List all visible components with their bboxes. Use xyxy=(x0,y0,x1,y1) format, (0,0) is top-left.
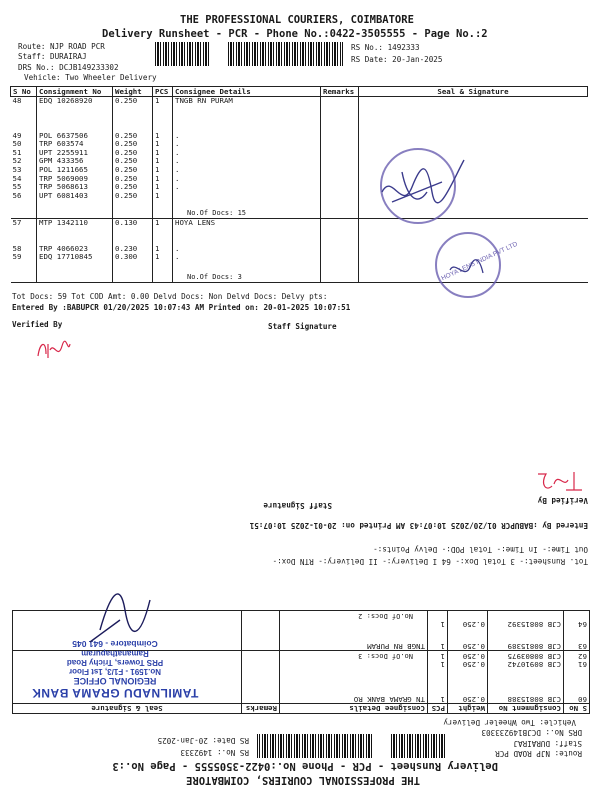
cons-59: EDQ 17710845 xyxy=(39,252,93,262)
remarks-cell-3 xyxy=(242,651,280,704)
header-sno-2: S No xyxy=(564,704,590,714)
sno-50: 50 xyxy=(12,139,22,149)
dot-53: . xyxy=(175,156,180,166)
sno-51: 51 xyxy=(12,147,22,157)
consignee-cell-4 xyxy=(280,611,428,651)
consignee-cell-3 xyxy=(280,651,428,704)
wt-51: 0.250 xyxy=(115,147,138,157)
rs-number-2: RS No.: 1492333 xyxy=(180,748,249,757)
pcs-cell-3 xyxy=(428,651,448,704)
bank-stamp-line-6: Coimbatore - 641 045 xyxy=(72,639,158,649)
vehicle-text: Vehicle: Two Wheeler Delivery xyxy=(24,73,157,82)
route-text-2: Route: NJP ROAD PCR xyxy=(495,749,582,758)
rs-number: RS No.: 1492333 xyxy=(351,43,420,52)
pcs-52: 1 xyxy=(155,156,160,166)
wt-60: 0.250 xyxy=(462,695,485,704)
staff-signature-label: Staff Signature xyxy=(268,322,337,331)
sno-60: 60 xyxy=(578,695,587,704)
wt-59: 0.300 xyxy=(115,252,138,262)
sno-56: 56 xyxy=(12,190,22,200)
totals-line: Tot Docs: 59 Tot COD Amt: 0.00 Delvd Docs: Non Delvd Docs: Delvy pts: xyxy=(12,292,328,301)
verifier-initials-2 xyxy=(536,468,586,498)
pcs-48: 1 xyxy=(155,96,160,105)
wt-48: 0.250 xyxy=(115,96,138,105)
barcode-right-2 xyxy=(257,734,372,758)
sno-58: 58 xyxy=(12,243,22,253)
pcs-61: 1 xyxy=(440,660,445,670)
route-text: Route: NJP ROAD PCR xyxy=(18,42,105,51)
wt-64: 0.250 xyxy=(462,619,485,629)
runsheet-subtitle-2: Delivery Runsheet - PCR - Phone No.:0422-3505555 - Page No.:3 xyxy=(112,760,498,772)
dot-59: . xyxy=(175,252,180,262)
cons-54: TRP 5069009 xyxy=(39,173,88,183)
pcs-59: 1 xyxy=(155,252,160,262)
tot-runsheet-line: Tot. Runsheet:- 3 Total Dox:- 64 I Delivery:- II Delivery:- RTN Dox:- xyxy=(272,557,588,566)
sno-55: 55 xyxy=(12,182,22,192)
pcs-62: 1 xyxy=(440,651,445,661)
header-pcs: PCS xyxy=(153,87,173,97)
sno-63: 63 xyxy=(578,642,587,652)
bank-signature xyxy=(80,590,160,650)
sno-cell-3 xyxy=(564,651,590,704)
cons-cell-4 xyxy=(488,611,564,651)
bank-stamp-line-4: PRS Towers, Trichy Road xyxy=(66,658,164,667)
dot-52: . xyxy=(175,147,180,157)
bank-stamp-line-3: No.1591 - F1/3, 1st Floor xyxy=(68,667,162,676)
wt-63: 0.250 xyxy=(462,642,485,652)
wt-54: 0.250 xyxy=(115,173,138,183)
wt-56: 0.250 xyxy=(115,190,138,200)
docs-count-3: No.Of Docs: 3 xyxy=(358,652,413,661)
sno-64: 64 xyxy=(578,619,587,629)
pcs-53: 1 xyxy=(155,164,160,174)
table-header-row-2 xyxy=(13,704,590,714)
company-title: THE PROFESSIONAL COURIERS, COIMBATORE xyxy=(180,14,414,26)
dot-51: . xyxy=(175,139,180,149)
wt-62: 0.250 xyxy=(462,651,485,661)
header-consignee: Consignee Details xyxy=(173,87,321,97)
bank-stamp-line-1: TAMILNADU GRAMA BANK xyxy=(31,686,199,700)
wt-52: 0.250 xyxy=(115,156,138,166)
header-pcs-2: PCS xyxy=(428,704,448,714)
header-remarks: Remarks xyxy=(321,87,359,97)
sno-53: 53 xyxy=(12,164,22,174)
sno-49: 49 xyxy=(12,130,22,140)
pcs-57: 1 xyxy=(155,218,160,227)
sno-62: 62 xyxy=(578,651,587,661)
entered-by-line-2: Entered By :BABUPCR 01/20/2025 10:07:43 AM Printed on: 20-01-2025 10:07:51 xyxy=(249,521,588,530)
dot-50: . xyxy=(175,130,180,140)
wt-49: 0.250 xyxy=(115,130,138,140)
header-weight-2: Weight xyxy=(448,704,488,714)
sno-57: 57 xyxy=(12,218,22,227)
cons-51: UPT 2255911 xyxy=(39,147,88,157)
docs-count-2: No.Of Docs: 3 xyxy=(187,273,242,281)
cons-52: GPM 433356 xyxy=(39,156,84,166)
barcode-left-2 xyxy=(389,734,445,758)
wt-57: 0.130 xyxy=(115,218,138,227)
entered-by-line: Entered By :BABUPCR 01/20/2025 10:07:43 AM Printed on: 20-01-2025 10:07:51 xyxy=(12,303,351,312)
header-seal: Seal & Signature xyxy=(359,87,588,97)
staff-text: Staff: DURAIRAJ xyxy=(18,52,87,61)
hoya-stamp-text: HOYA LENS INDIA PVT LTD xyxy=(440,240,519,283)
consignee-tngb-2: TNGB RN PURAM xyxy=(367,642,425,652)
cons-48: EDQ 10268920 xyxy=(39,96,93,105)
sno-54: 54 xyxy=(12,173,22,183)
pcs-63: 1 xyxy=(440,642,445,652)
wt-55: 0.250 xyxy=(115,182,138,192)
bank-stamp-line-5: Ramanathapuram xyxy=(81,649,149,658)
cons-58: TRP 4066023 xyxy=(39,243,88,253)
drs-text-2: DRS No.: DCJB149233303 xyxy=(481,728,582,737)
pcs-54: 1 xyxy=(155,173,160,183)
dot-56: . xyxy=(175,182,180,192)
cons-64: CJB 80815392 xyxy=(507,619,561,629)
pcs-51: 1 xyxy=(155,147,160,157)
company-title-2: THE PROFESSIONAL COURIERS, COIMBATORE xyxy=(186,774,420,786)
dot-58: . xyxy=(175,243,180,253)
wt-cell-3 xyxy=(448,651,488,704)
pcs-58: 1 xyxy=(155,243,160,253)
wt-53: 0.250 xyxy=(115,164,138,174)
sno-48: 48 xyxy=(12,96,22,105)
header-consignee-2: Consignee Details xyxy=(280,704,428,714)
header-consignment-2: Consignment No xyxy=(488,704,564,714)
cons-60: CJB 80815388 xyxy=(507,695,561,704)
pcs-60: 1 xyxy=(440,695,445,704)
pcs-55: 1 xyxy=(155,182,160,192)
dot-54: . xyxy=(175,164,180,174)
header-seal-2: Seal & Signature xyxy=(13,704,242,714)
docs-count-4: No.Of Docs: 2 xyxy=(358,612,413,621)
cons-63: CJB 80815389 xyxy=(507,642,561,652)
cons-57: MTP 1342110 xyxy=(39,218,88,227)
consignee-tngb: TNGB RN PURAM xyxy=(175,96,233,105)
cons-50: TRP 603574 xyxy=(39,139,84,149)
cons-49: POL 6637506 xyxy=(39,130,88,140)
wt-50: 0.250 xyxy=(115,139,138,149)
docs-count-1: No.Of Docs: 15 xyxy=(187,209,247,217)
header-consignment: Consignment No xyxy=(37,87,113,97)
header-remarks-2: Remarks xyxy=(242,704,280,714)
verified-by-label: Verified By xyxy=(12,320,63,329)
wt-cell-4 xyxy=(448,611,488,651)
staff-signature-label-2: Staff Signature xyxy=(263,501,332,510)
cons-55: TRP 5068613 xyxy=(39,182,88,192)
pcs-50: 1 xyxy=(155,139,160,149)
dot-55: . xyxy=(175,173,180,183)
cons-cell-3 xyxy=(488,651,564,704)
consignee-hoya: HOYA LENS xyxy=(175,218,216,227)
pcs-56: 1 xyxy=(155,190,160,200)
header-weight: Weight xyxy=(113,87,153,97)
cons-53: POL 1211665 xyxy=(39,164,88,174)
bank-stamp-line-2: REGIONAL OFFICE xyxy=(73,676,157,686)
pcs-64: 1 xyxy=(440,619,445,629)
runsheet-subtitle: Delivery Runsheet - PCR - Phone No.:0422-3505555 - Page No.:2 xyxy=(102,28,488,40)
verified-by-label-2: Verified By xyxy=(537,496,588,505)
rs-date: RS Date: 20-Jan-2025 xyxy=(351,55,443,64)
header-sno: S No xyxy=(11,87,37,97)
rs-date-2: RS Date: 20-Jan-2025 xyxy=(157,736,249,745)
remarks-cell-4 xyxy=(242,611,280,651)
cons-62: CJB 80803975 xyxy=(507,651,561,661)
sno-cell-4 xyxy=(564,611,590,651)
out-time-line: Out Time:- In Time:- Total POD:- Delvy Points:- xyxy=(373,545,588,554)
sno-61: 61 xyxy=(578,660,587,670)
cons-56: UPT 6081403 xyxy=(39,190,88,200)
consignee-tn-grama: TN GRAMA BANK RO xyxy=(353,695,425,704)
pcs-49: 1 xyxy=(155,130,160,140)
sno-59: 59 xyxy=(12,252,22,262)
pcs-cell-4 xyxy=(428,611,448,651)
vehicle-text-2: Vehicle: Two Wheeler Delivery xyxy=(443,718,576,727)
wt-58: 0.230 xyxy=(115,243,138,253)
staff-text-2: Staff: DURAIRAJ xyxy=(513,739,582,748)
cons-61: CJB 80910742 xyxy=(507,660,561,670)
drs-text: DRS No.: DCJB149233302 xyxy=(18,63,119,72)
sno-52: 52 xyxy=(12,156,22,166)
wt-61: 0.250 xyxy=(462,660,485,670)
